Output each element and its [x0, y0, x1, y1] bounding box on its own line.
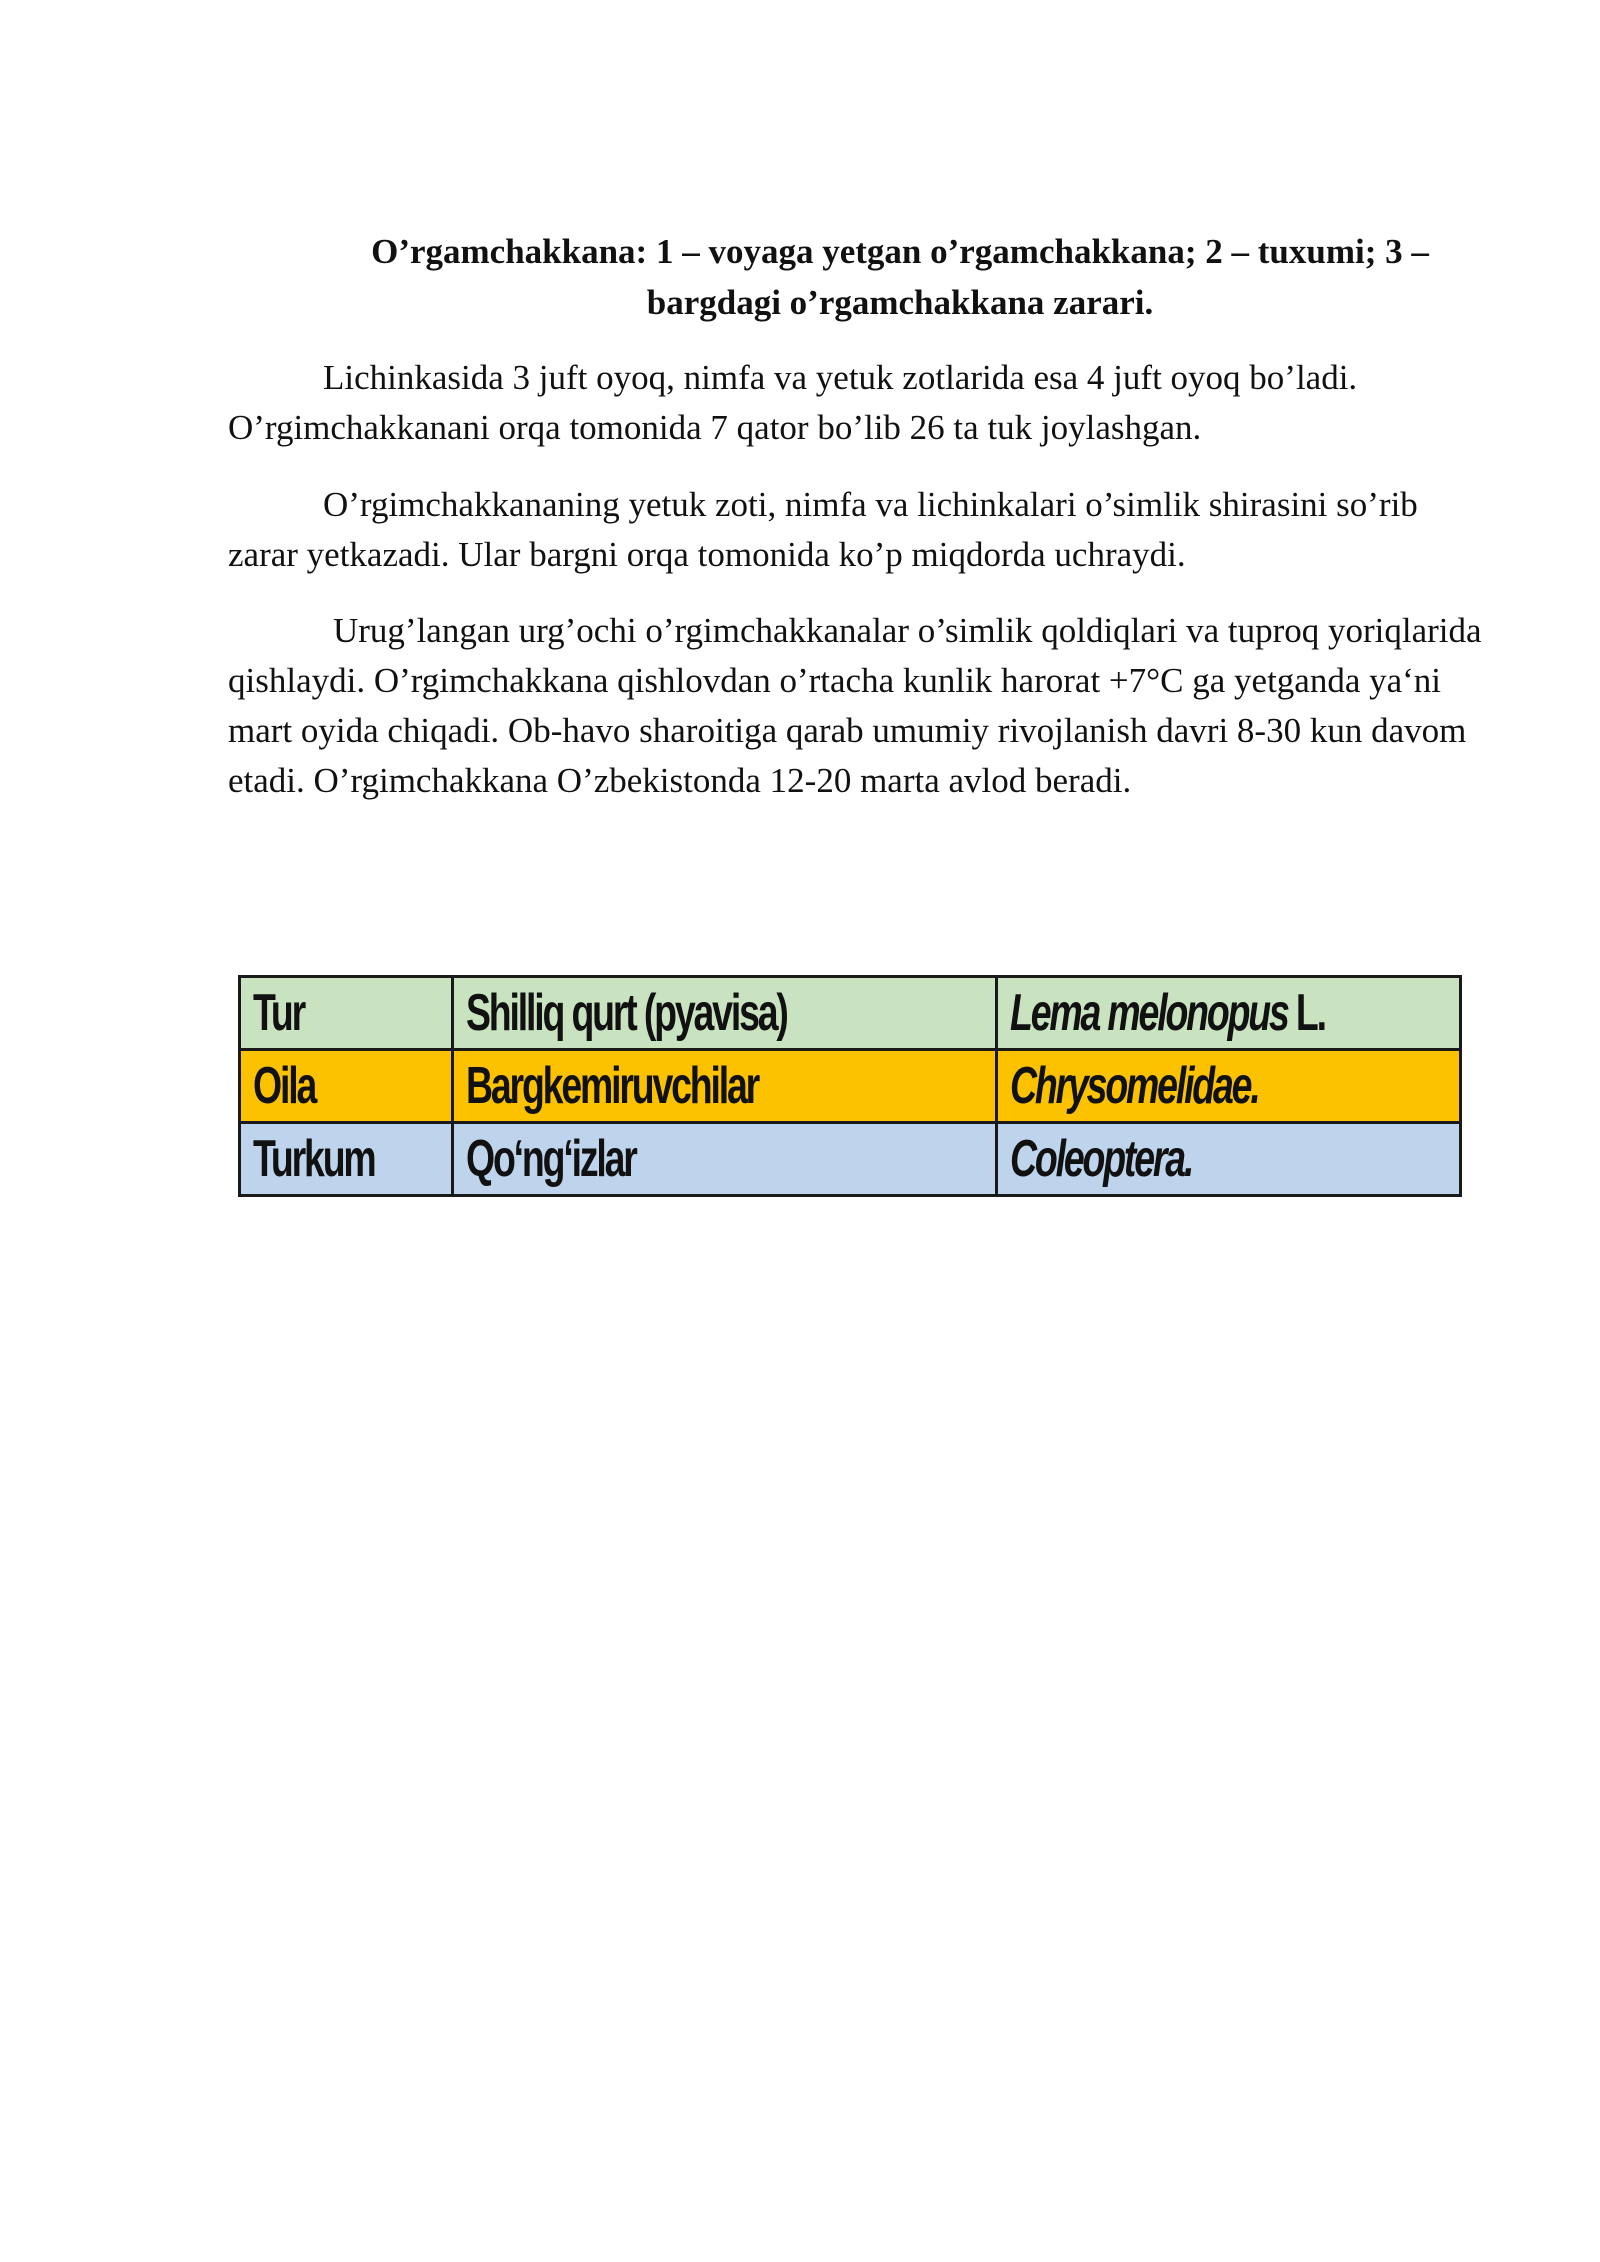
table-cell-rank: Tur: [240, 977, 453, 1050]
table-cell-local-name: Bargkemiruvchilar: [452, 1050, 996, 1123]
table-cell-rank: Oila: [240, 1050, 453, 1123]
paragraph-overwintering: Urug’langan urg’ochi o’rgimchakkanalar o’simlik qoldiqlari va tuproq yoriqlarida qishlaydi. O’rgimchakkana qishlovdan o’rtacha kunlik harorat +7°C ga yetganda ya‘ni mart oyida chiqadi. Ob-havo sharoitiga qarab umumiy rivojlanish davri 8-30 kun davom etadi. O’rgimchakkana O’zbekistonda 12-20 marta avlod beradi.: [228, 611, 1482, 800]
caption-line-1: O’rgamchakkana: 1 – voyaga yetgan o’rgamchakkana; 2 – tuxumi; 3 –: [371, 232, 1429, 271]
table-cell-rank: Turkum: [240, 1123, 453, 1196]
table-cell-latin-name: [996, 977, 1460, 1050]
table-cell-local-name: Shilliq qurt (pyavisa): [452, 977, 996, 1050]
table-cell-latin-name: Coleoptera.: [996, 1123, 1460, 1196]
latin-species-name: Lema melonopus: [1009, 984, 1288, 1042]
paragraph-larva-legs: Lichinkasida 3 juft oyoq, nimfa va yetuk zotlarida esa 4 juft oyoq bo’ladi. O’rgimchakkanani orqa tomonida 7 qator bo’lib 26 ta tuk joylashgan.: [228, 358, 1358, 447]
table-cell-local-name: Qo‘ng‘izlar: [452, 1123, 996, 1196]
figure-caption: [300, 226, 1500, 328]
paragraph-damage: O’rgimchakkananing yetuk zoti, nimfa va lichinkalari o’simlik shirasini so’rib zarar yetkazadi. Ular bargni orqa tomonida ko’p miqdorda uchraydi.: [228, 485, 1418, 574]
species-author: L.: [1287, 984, 1325, 1042]
table-cell-latin-name: Chrysomelidae.: [996, 1050, 1460, 1123]
table-row-oila: [240, 1050, 1461, 1123]
caption-line-2: bargdagi o’rgamchakkana zarari.: [646, 283, 1154, 322]
taxonomy-table: [238, 975, 1462, 1197]
table-row-turkum: [240, 1123, 1461, 1196]
table-row-tur: [240, 977, 1461, 1050]
